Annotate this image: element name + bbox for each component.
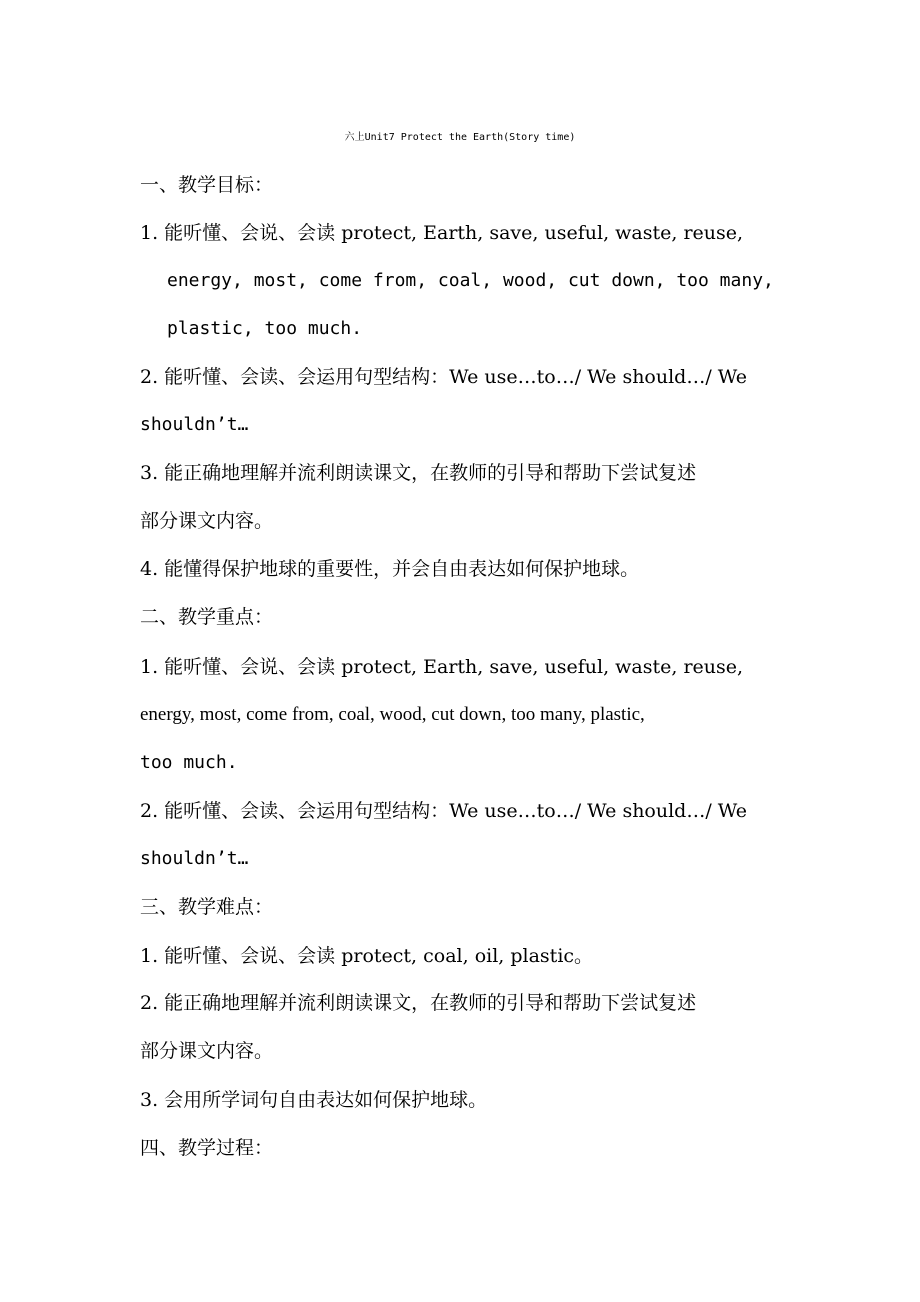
key-point-1-line-1: 1. 能听懂、会说、会读 protect, Earth, save, useful, waste, reuse, [140,656,744,678]
key-point-1-line-3: too much. [140,752,238,773]
key-point-1-line-2: energy, most, come from, coal, wood, cut down, too many, plastic, [140,704,645,725]
objective-1-line-1: 1. 能听懂、会说、会读 protect, Earth, save, useful, waste, reuse, [140,222,744,244]
objective-3-line-2: 部分课文内容。 [140,510,274,532]
objective-1-line-2: energy, most, come from, coal, wood, cut down, too many, [167,270,774,291]
section-heading-key-points: 二、教学重点： [140,606,274,628]
objective-3-line-1: 3. 能正确地理解并流利朗读课文，在教师的引导和帮助下尝试复述 [140,462,697,484]
section-heading-process: 四、教学过程： [140,1137,274,1159]
title-container [0,0,920,200]
key-point-2-line-1: 2. 能听懂、会读、会运用句型结构：We use…to…/ We should…/ We [140,800,748,822]
difficulty-2-line-2: 部分课文内容。 [140,1040,274,1062]
objective-2-line-1: 2. 能听懂、会读、会运用句型结构：We use…to…/ We should…/ We [140,366,748,388]
difficulty-3-line-1: 3. 会用所学词句自由表达如何保护地球。 [140,1089,488,1111]
difficulty-2-line-1: 2. 能正确地理解并流利朗读课文，在教师的引导和帮助下尝试复述 [140,992,697,1014]
objective-4-line-1: 4. 能懂得保护地球的重要性，并会自由表达如何保护地球。 [140,558,640,580]
document-title: 六上Unit7 Protect the Earth(Story time) [344,132,576,143]
key-point-2-line-2: shouldn’t… [140,848,249,869]
section-heading-difficulties: 三、教学难点： [140,896,274,918]
section-heading-objectives: 一、教学目标： [140,174,274,196]
objective-2-line-2: shouldn’t… [140,414,249,435]
objective-1-line-3: plastic, too much. [167,318,363,339]
difficulty-1-line-1: 1. 能听懂、会说、会读 protect, coal, oil, plastic。 [140,945,594,967]
